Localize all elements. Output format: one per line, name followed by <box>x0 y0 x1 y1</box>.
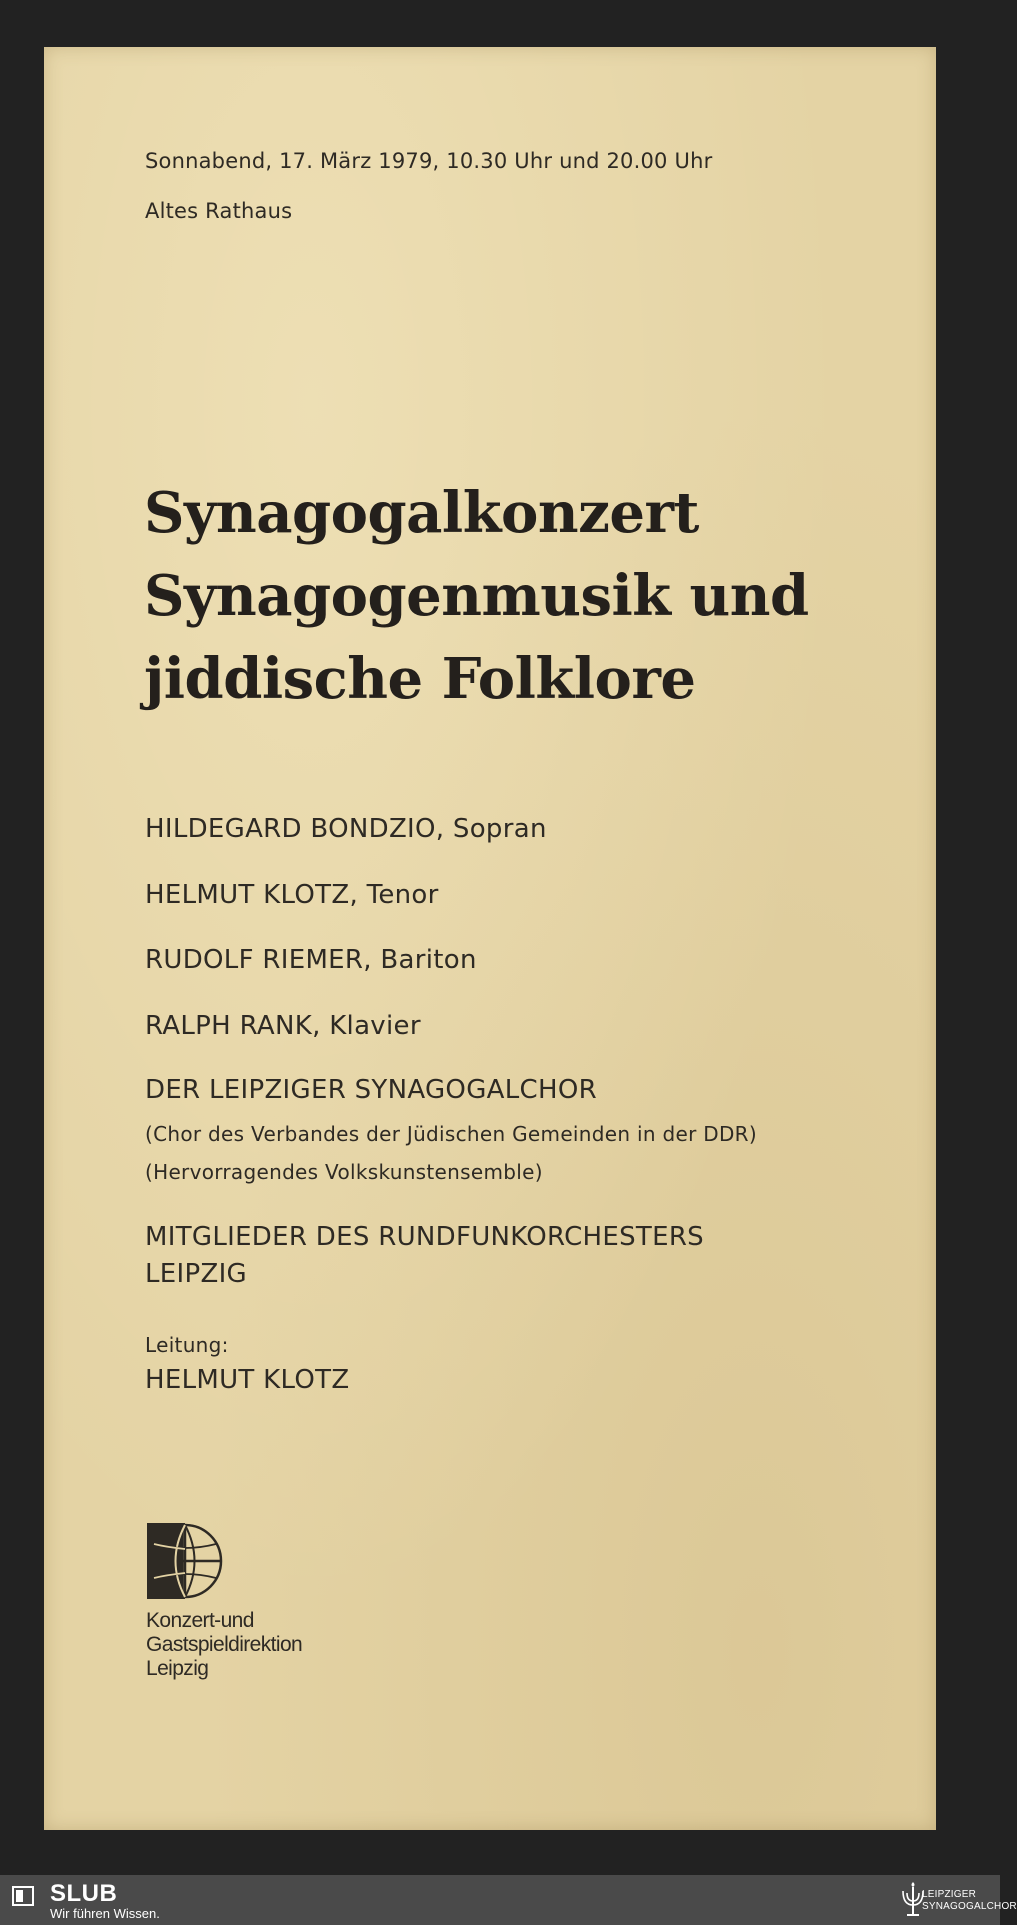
conductor-name: HELMUT KLOTZ <box>145 1365 350 1395</box>
choir-note: (Chor des Verbandes der Jüdischen Gemeinden in der DDR) <box>145 1122 757 1146</box>
publisher-line: Konzert-und <box>146 1609 254 1632</box>
performer-choir: DER LEIPZIGER SYNAGOGALCHOR <box>145 1075 597 1105</box>
library-logo[interactable]: SLUB <box>50 1880 118 1907</box>
orchestra-line: MITGLIEDER DES RUNDFUNKORCHESTERS <box>145 1222 704 1252</box>
publisher-line: Leipzig <box>146 1657 209 1680</box>
choir-note: (Hervorragendes Volkskunstensemble) <box>145 1160 543 1184</box>
publisher-name <box>146 1609 302 1681</box>
globe-logo-icon <box>146 1522 224 1600</box>
book-icon[interactable] <box>12 1885 34 1907</box>
performer-piano: RALPH RANK, Klavier <box>145 1011 421 1041</box>
program-leaflet <box>44 47 936 1830</box>
performer-soprano: HILDEGARD BONDZIO, Sopran <box>145 814 547 844</box>
orchestra-line: LEIPZIG <box>145 1259 247 1289</box>
publisher-line: Gastspieldirektion <box>146 1633 303 1656</box>
conductor-label: Leitung: <box>145 1333 229 1357</box>
viewer-footer-bar <box>0 1875 1017 1925</box>
event-date-time: Sonnabend, 17. März 1979, 10.30 Uhr und 20.00 Uhr <box>145 149 713 173</box>
event-venue: Altes Rathaus <box>145 199 293 223</box>
collection-label <box>922 1889 1017 1913</box>
concert-title <box>144 472 809 721</box>
performer-baritone: RUDOLF RIEMER, Bariton <box>145 945 477 975</box>
title-line: jiddische Folklore <box>144 646 696 712</box>
performer-tenor: HELMUT KLOTZ, Tenor <box>145 880 439 910</box>
title-line: Synagogalkonzert <box>144 480 699 546</box>
title-line: Synagogenmusik und <box>144 563 809 629</box>
library-tagline: Wir führen Wissen. <box>50 1906 160 1921</box>
collection-line: LEIPZIGER <box>922 1889 977 1900</box>
collection-line: SYNAGOGALCHOR <box>922 1901 1017 1912</box>
